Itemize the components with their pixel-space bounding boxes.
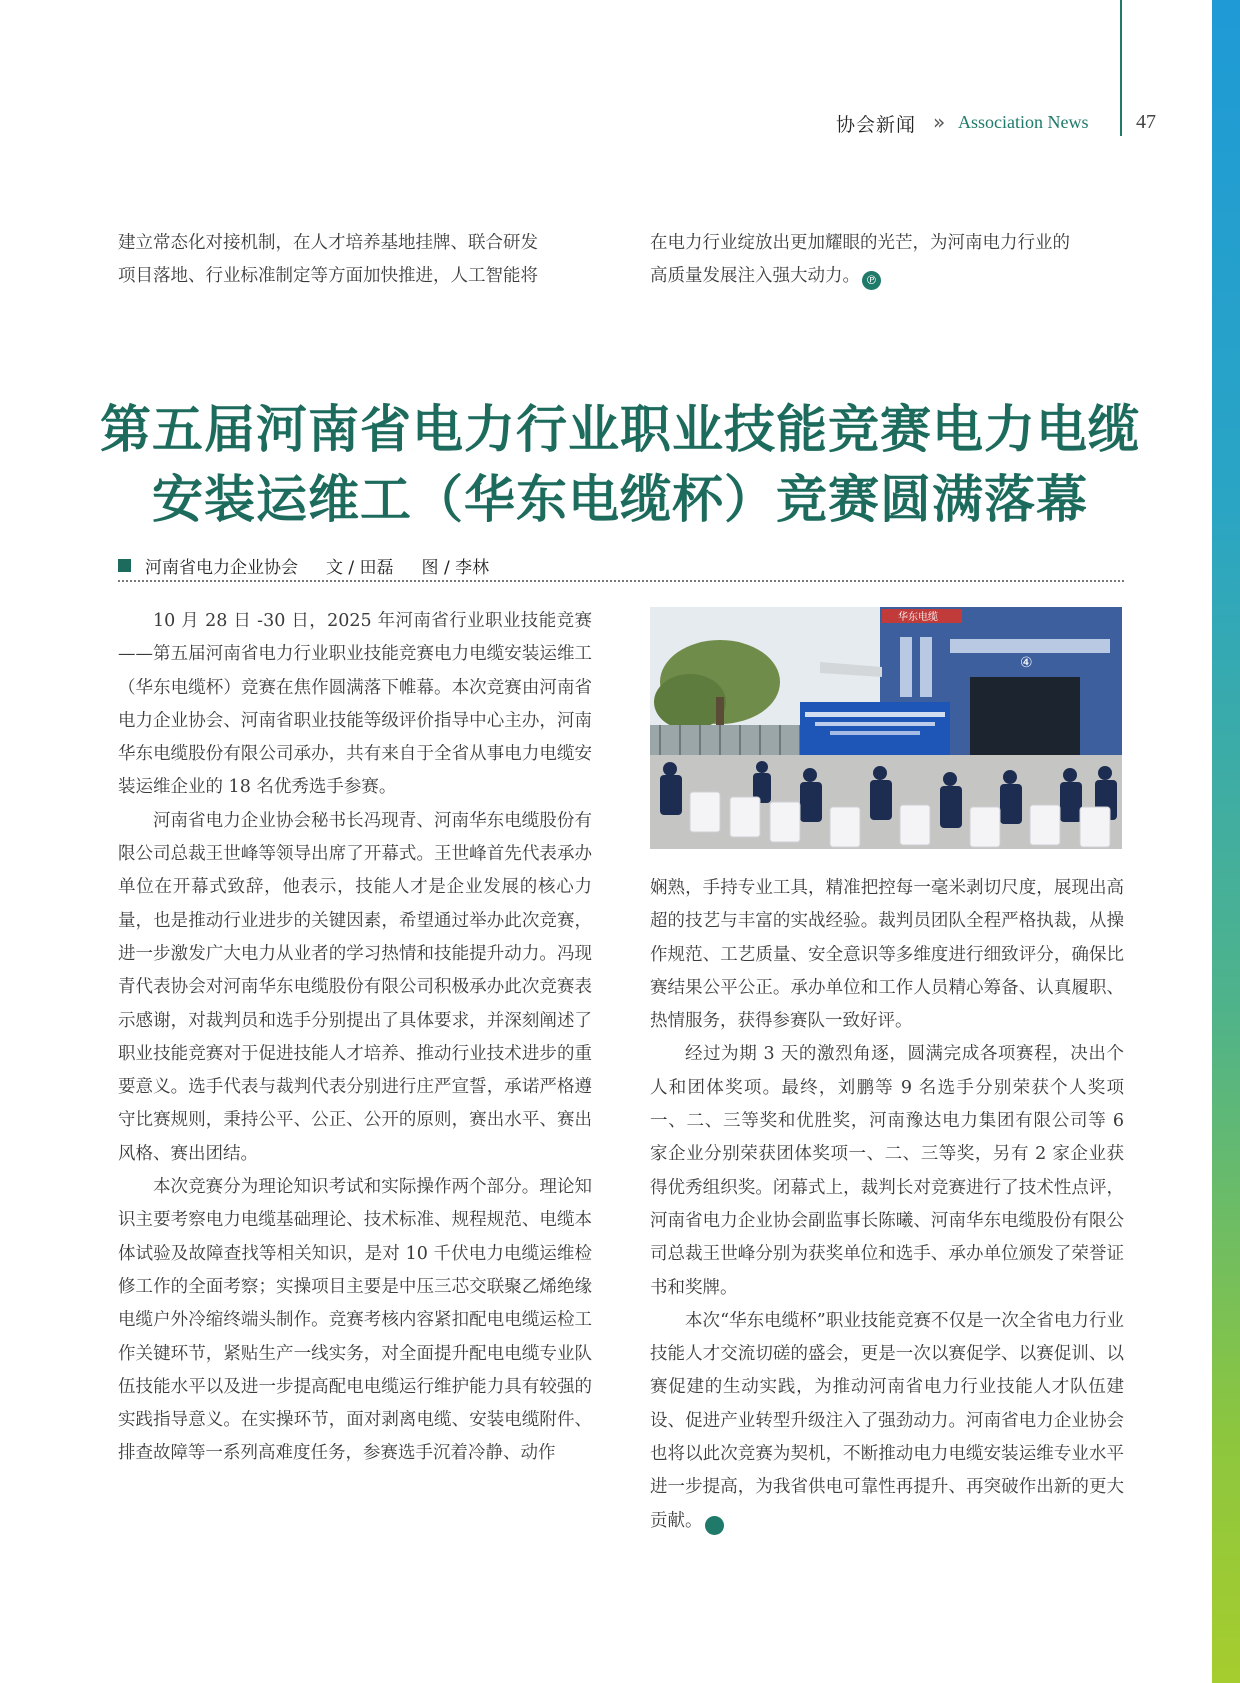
chevron-right-icon: » [933, 110, 946, 134]
page-number: 47 [1136, 111, 1156, 133]
article-right-column [650, 872, 1124, 1538]
prev-article-right-column [650, 227, 1124, 294]
prev-line: 在电力行业绽放出更加耀眼的光芒，为河南电力行业的 [650, 233, 1070, 253]
paragraph: 河南省电力企业协会秘书长冯现青、河南华东电缆股份有限公司总裁王世峰等领导出席了开幕式。王世峰首先代表承办单位在开幕式致辞，他表示，技能人才是企业发展的核心力量，也是推动行业进步的关键因素，希望通过举办此次竞赛，进一步激发广大电力从业者的学习热情和技能提升动力。冯现青代表协会对河南华东电缆股份有限公司积极承办此次竞赛表示感谢，对裁判员和选手分别提出了具体要求，并深刻阐述了职业技能竞赛对于促进技能人才培养、推动行业技术进步的重要意义。选手代表与裁判代表分别进行庄严宣誓，承诺严格遵守比赛规则，秉持公平、公正、公开的原则，赛出水平、赛出风格、赛出团结。 [118, 810, 592, 1164]
side-gradient-bar [1212, 0, 1240, 1683]
dotted-divider [118, 580, 1124, 582]
event-photo-illustration [650, 607, 1122, 849]
byline [118, 553, 517, 578]
section-title-cn: 协会新闻 [836, 114, 917, 136]
paragraph: 本次“华东电缆杯”职业技能竞赛不仅是一次全省电力行业技能人才交流切磋的盛会，更是一次以赛促学、以赛促训、以赛促建的生动实践，为推动河南省电力行业技能人才队伍建设、促进产业转型升级注入了强劲动力。河南省电力企业协会也将以此次竞赛为契机，不断推动电力电缆安装运维专业水平进一步提高，为我省供电可靠性再提升、再突破作出新的更大贡献。 [650, 1310, 1124, 1531]
prev-line: 建立常态化对接机制，在人才培养基地挂牌、联合研发 [118, 233, 538, 253]
byline-author: 文 / 田磊 [326, 558, 394, 578]
section-title-en: Association News [958, 112, 1089, 132]
square-bullet-icon [118, 559, 131, 572]
end-mark-icon: ℗ [862, 271, 881, 290]
title-line-1: 第五届河南省电力行业职业技能竞赛电力电缆 [100, 401, 1141, 460]
header-divider-line [1120, 0, 1122, 136]
prev-article-left-column [118, 227, 592, 294]
paragraph-continuation: 娴熟，手持专业工具，精准把控每一毫米剥切尺度，展现出高超的技艺与丰富的实战经验。裁判员团队全程严格执裁，从操作规范、工艺质量、安全意识等多维度进行细致评分，确保比赛结果公平公正。承办单位和工作人员精心筹备、认真履职、热情服务，获得参赛队一致好评。 [650, 878, 1124, 1032]
article-left-column [118, 605, 592, 1471]
paragraph: 本次竞赛分为理论知识考试和实际操作两个部分。理论知识主要考察电力电缆基础理论、技术标准、规程规范、电缆本体试验及故障查找等相关知识，是对 10 千伏电力电缆运维检修工作的全面考察；实操项目主要是中压三芯交联聚乙烯绝缘电缆户外冷缩终端头制作。竞赛考核内容紧扣配电电缆运检工作关键环节，紧贴生产一线实务，对全面提升配电电缆专业队伍技能水平以及进一步提高配电电缆运行维护能力具有较强的实践指导意义。在实操环节，面对剥离电缆、安装电缆附件、排查故障等一系列高难度任务，参赛选手沉着冷静、动作 [118, 1177, 592, 1464]
building-sign-text: 华东电缆 [898, 612, 938, 623]
prev-line: 高质量发展注入强大动力。 [650, 266, 860, 287]
prev-line: 项目落地、行业标准制定等方面加快推进，人工智能将 [118, 266, 538, 287]
title-line-2: 安装运维工（华东电缆杯）竞赛圆满落幕 [151, 471, 1088, 530]
building-number-text: ④ [1020, 655, 1033, 671]
end-mark-icon: ℗ [705, 1516, 724, 1535]
paragraph: 10 月 28 日 -30 日，2025 年河南省行业职业技能竞赛——第五届河南省电力行业职业技能竞赛电力电缆安装运维工（华东电缆杯）竞赛在焦作圆满落下帷幕。本次竞赛由河南省电力企业协会、河南省职业技能等级评价指导中心主办，河南华东电缆股份有限公司承办，共有来自于全省从事电力电缆安装运维企业的 18 名优秀选手参赛。 [118, 611, 592, 798]
event-photo [650, 607, 1122, 849]
byline-org: 河南省电力企业协会 [145, 558, 298, 578]
byline-photo: 图 / 李林 [421, 558, 490, 578]
article-title [100, 396, 1140, 536]
paragraph: 经过为期 3 天的激烈角逐，圆满完成各项赛程，决出个人和团体奖项。最终，刘鹏等 9 名选手分别荣获个人奖项一、二、三等奖和优胜奖，河南豫达电力集团有限公司等 6 家企业分别荣获团体奖项一、二、三等奖，另有 2 家企业获得优秀组织奖。闭幕式上，裁判长对竞赛进行了技术性点评，河南省电力企业协会副监事长陈曦、河南华东电缆股份有限公司总裁王世峰分别为获奖单位和选手、承办单位颁发了荣誉证书和奖牌。 [650, 1044, 1124, 1298]
